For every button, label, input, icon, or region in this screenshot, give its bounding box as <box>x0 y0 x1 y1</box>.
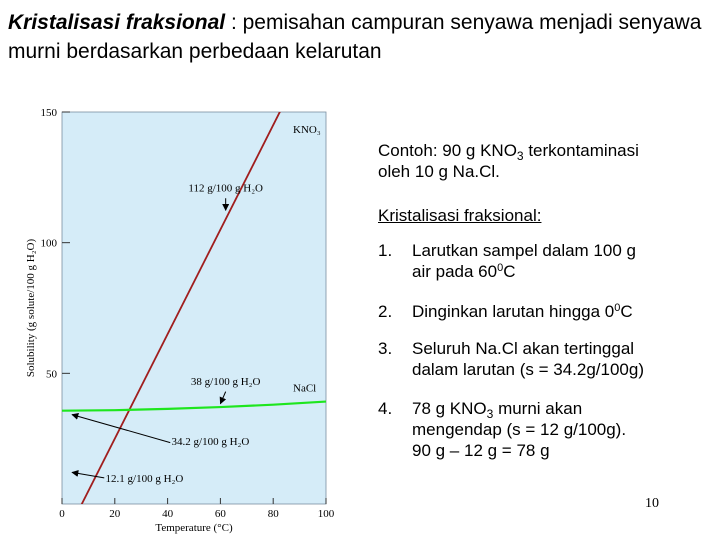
solubility-chart <box>0 100 350 536</box>
series-label-nacl: NaCl <box>293 382 317 395</box>
y-axis-label: Solubility (g solute/100 g H₂O) <box>25 238 37 378</box>
x-tick-label: 40 <box>162 508 174 520</box>
annotation-label: 12.1 g/100 g H₂O <box>105 472 184 485</box>
steps-heading: Kristalisasi fraksional: <box>378 206 542 225</box>
y-tick-label: 50 <box>46 368 57 381</box>
step-3: 3. Seluruh Na.Cl akan tertinggal dalam larutan (s = 34.2g/100g) <box>378 339 645 379</box>
step-4: 4. 78 g $KNO_3$ murni akan mengendap (s = 12 g/100g). 90 g – 12 g = 78 g <box>378 399 627 460</box>
step-number: 4. <box>378 399 393 418</box>
example-text <box>378 140 639 182</box>
x-tick-label: 80 <box>267 508 279 520</box>
slide-title <box>8 8 708 66</box>
annotation-label: 34.2 g/100 g H₂O <box>171 436 250 449</box>
step-number: 3. <box>378 339 393 358</box>
page-number: 10 <box>645 496 659 511</box>
example-line-1: Contoh: 90 g $KNO_3$ terkontaminasi <box>378 141 639 163</box>
series-label-kno3: KNO₃ <box>293 123 321 136</box>
x-tick-label: 0 <box>59 508 65 520</box>
step-number: 2. <box>378 302 393 321</box>
step-1: 1. Larutkan sampel dalam 100 g air pada $60^0C$ <box>378 241 636 281</box>
example-line-2: oleh 10 g Na.Cl. <box>378 162 500 181</box>
step-number: 1. <box>378 241 393 260</box>
annotation-label: 112 g/100 g H₂O <box>188 182 263 195</box>
x-tick-label: 20 <box>109 508 121 520</box>
y-tick-label: 150 <box>40 107 57 119</box>
y-tick-label: 100 <box>40 237 57 250</box>
title-rest: : pemisahan campuran senyawa menjadi senyawa murni berdasarkan perbedaan kelarutan <box>8 11 702 63</box>
x-tick-label: 100 <box>317 508 335 520</box>
step-2: 2. Dinginkan larutan hingga $0^0C$ <box>378 302 633 321</box>
x-tick-label: 60 <box>214 508 226 520</box>
x-axis-label: Temperature (°C) <box>155 522 233 534</box>
title-emphasis: Kristalisasi fraksional <box>8 11 226 34</box>
annotation-label: 38 g/100 g H₂O <box>190 376 261 389</box>
